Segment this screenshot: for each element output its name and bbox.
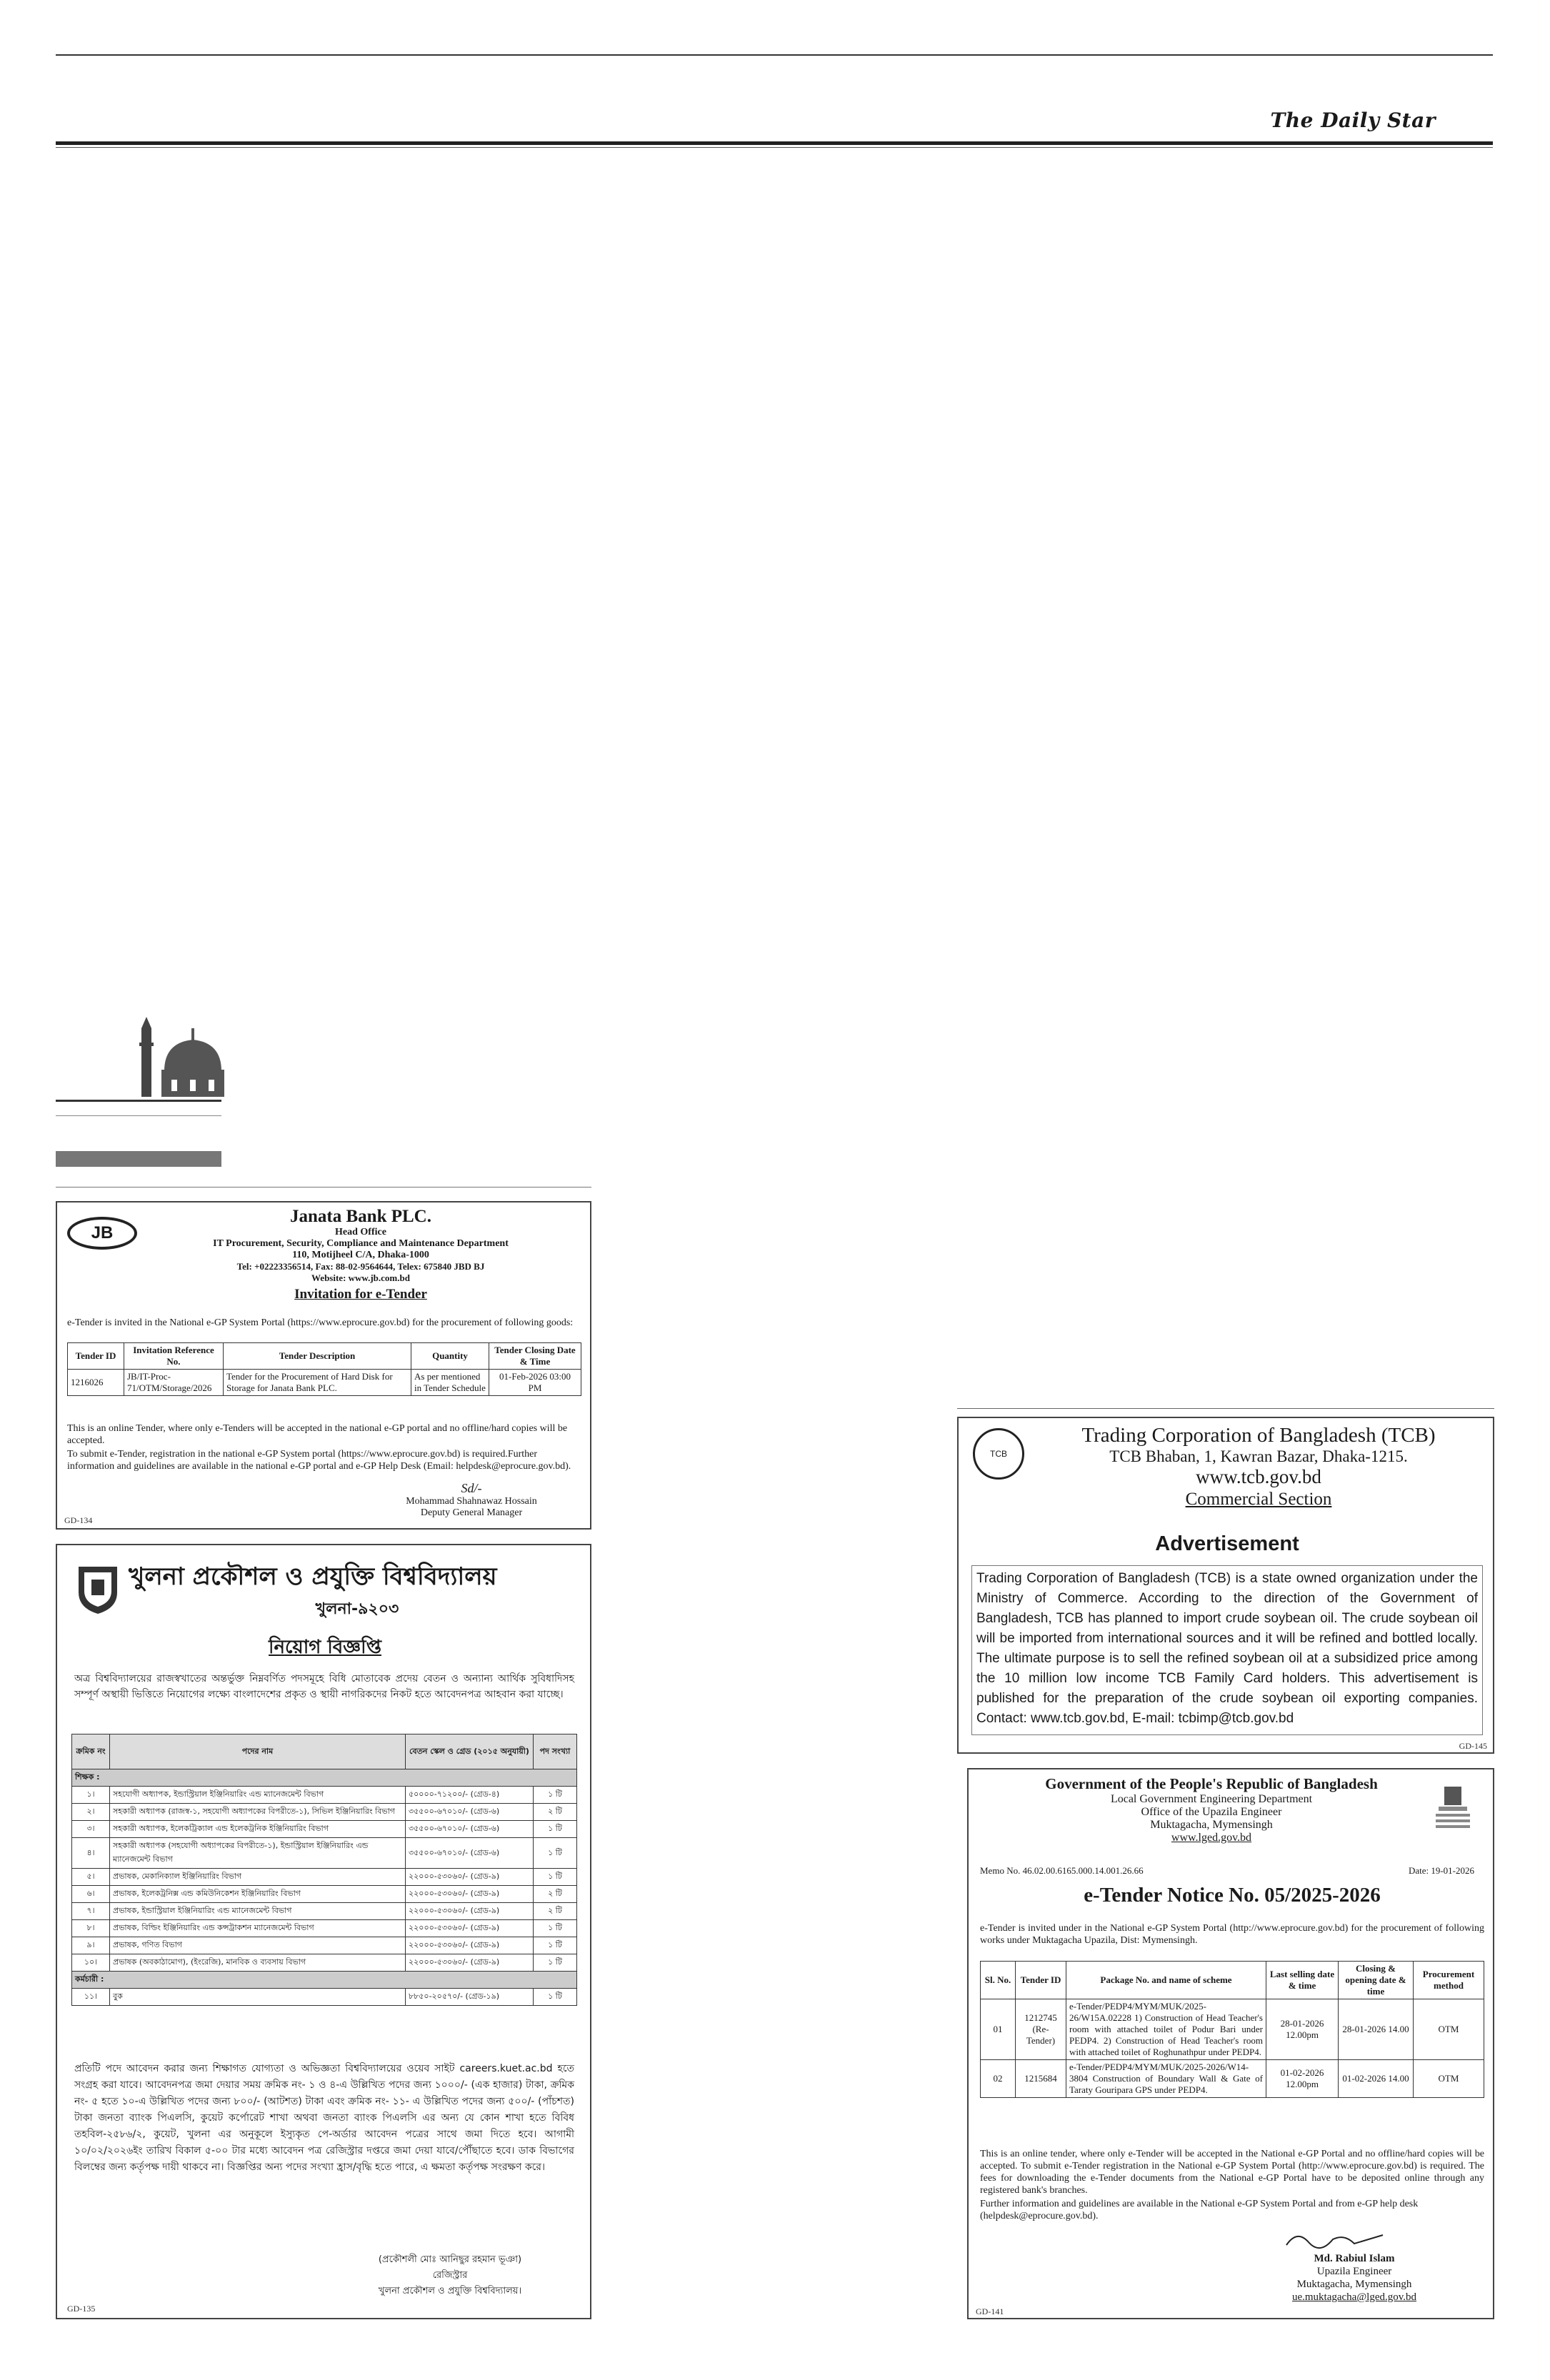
kuet-gd: GD-135 (67, 2304, 96, 2314)
table-header: Last selling date & time (1266, 1962, 1339, 1999)
table-cell: ২২০০০-৫৩০৬০/- (গ্রেড-৯) (406, 1920, 534, 1937)
table-cell: ২ টি (534, 1903, 577, 1920)
lged-signature-icon (1283, 2226, 1390, 2252)
janata-bank-ad (56, 1201, 591, 1530)
table-cell: প্রভাষক (অবকাঠামোগ), (ইংরেজি), মানবিক ও ব্যবসায় বিভাগ (110, 1954, 406, 1972)
table-cell: ২২০০০-৫৩০৬০/- (গ্রেড-৯) (406, 1903, 534, 1920)
table-row (72, 1821, 577, 1838)
kuet-body: প্রতিটি পদে আবেদন করার জন্য শিক্ষাগত যোগ্যতা ও অভিজ্ঞতা বিশ্ববিদ্যালয়ের ওয়েব সাইট careers.kuet.ac.bd হতে সংগ্রহ করা যাবে। আবেদনপত্র জমা দেয়ার সময় ক্রমিক নং- ১ ও ৪-এ উল্লিখিত পদের জন্য ১০০০/- (এক হাজার) টাকা, ক্রমিক নং- ৫ হতে ১০-এ উল্লিখিত পদের জন্য ৮০০/- (আটশত) টাকা এবং ক্রমিক নং- ১১- এ উল্লিখিত পদের জন্য ৫০০/- (পাঁচশত) টাকা জনতা ব্যাংক পিএলসি, কুয়েট কর্পোরেট শাখা অথবা জনতা ব্যাংক পিএলসি এর অন্য যে কোন শাখা হতে বিবিধ তহবিল-২৫৮৬/২, কুয়েট, খুলনা এর অনুকূলে ইস্যুকৃত পে-অর্ডার আবেদন পত্রের সাথে জমা দিতে হবে। আগামী ১০/০২/২০২৬ইং তারিখ বিকাল ৫-০০ টার মধ্যে আবেদন পত্র রেজিস্ট্রার দপ্তরে জমা দেয়া যাবে/পৌঁছাতে হবে। ডাক বিভাগের বিলম্বের জন্য কর্তৃপক্ষ দায়ী থাকবে না। বিজ্ঞপ্তির অন্য পদের সংখ্যা হ্রাস/বৃদ্ধি হতে পারে, এ ক্ষমতা কর্তৃপক্ষ সংরক্ষণ করে। (74, 2063, 574, 2173)
table-cell: ৩৫৫০০-৬৭০১০/- (গ্রেড-৬) (406, 1838, 534, 1869)
lged-note1: This is an online tender, where only e-Tender will be accepted in the National e-GP Portal and no offline/hard copies will be accepted. To submit e-Tender registration in the National e-GP System Portal (http://www.eprocure.gov.bd) is required. The fees for downloading the e-Tender documents from the National e-GP Portal have to be deposited online through any registered bank's branches. (980, 2149, 1484, 2196)
table-cell: 01-02-2026 12.00pm (1266, 2060, 1339, 2098)
janata-gd: GD-134 (64, 1515, 93, 1525)
right-column-rule (957, 1408, 1494, 1409)
table-cell: সহকারী অধ্যাপক (রাজস্ব-১, সহযোগী অধ্যাপকের বিপরীতে-১), সিভিল ইঞ্জিনিয়ারিং বিভাগ (110, 1804, 406, 1821)
kuet-table (71, 1734, 577, 2006)
table-header: Closing & opening date & time (1339, 1962, 1414, 1999)
lged-location2: Muktagacha, Mymensingh (1296, 2279, 1412, 2290)
table-header: Procurement method (1414, 1962, 1484, 1999)
table-cell: ২ টি (534, 1804, 577, 1821)
table-cell: ৮৮৫০-২০৫৭০/- (গ্রেড-১৯) (406, 1989, 534, 2006)
lged-email: ue.muktagacha@lged.gov.bd (1291, 2291, 1417, 2303)
table-header: Sl. No. (981, 1962, 1016, 1999)
table-header: Tender ID (68, 1343, 124, 1370)
table-cell: সহকারী অধ্যাপক, ইলেকট্রিক্যাল এন্ড ইলেকট্রনিক ইঞ্জিনিয়ারিং বিভাগ (110, 1821, 406, 1838)
mosque-icon (136, 1014, 229, 1100)
janata-signature: Sd/- (461, 1481, 482, 1495)
masthead-rule (56, 141, 1493, 145)
table-cell: 1212745 (Re-Tender) (1016, 1999, 1066, 2060)
table-header: Quantity (411, 1343, 489, 1370)
table-row (72, 1804, 577, 1821)
table-cell: ৫। (72, 1869, 110, 1886)
table-cell: OTM (1414, 1999, 1484, 2060)
janata-website: Website: www.jb.com.bd (311, 1272, 410, 1283)
janata-designation: Deputy General Manager (420, 1507, 523, 1518)
lged-website: www.lged.gov.bd (1171, 1832, 1252, 1844)
table-cell: ২২০০০-৫৩০৬০/- (গ্রেড-৯) (406, 1886, 534, 1903)
lged-heading: e-Tender Notice No. 05/2025-2026 (1084, 1884, 1381, 1907)
table-header: পদ সংখ্যা (534, 1734, 577, 1769)
kuet-signer: (প্রকৌশলী মোঃ আনিছুর রহমান ভূঞা) (378, 2254, 522, 2265)
table-cell: প্রভাষক, ইলেকট্রনিক্স এন্ড কমিউনিকেশন ইঞ্জিনিয়ারিং বিভাগ (110, 1886, 406, 1903)
table-header: Package No. and name of scheme (1066, 1962, 1266, 1999)
lged-office: Office of the Upazila Engineer (1141, 1806, 1282, 1818)
table-cell: 01 (981, 1999, 1016, 2060)
tender-closing: 01-Feb-2026 03:00 PM (489, 1370, 581, 1396)
table-cell: ২২০০০-৫৩০৬০/- (গ্রেড-৯) (406, 1937, 534, 1954)
table-cell: প্রভাষক, বিল্ডিং ইঞ্জিনিয়ারিং এন্ড কন্সট্রাকশন ম্যানেজমেন্ট বিভাগ (110, 1920, 406, 1937)
table-cell: e-Tender/PEDP4/MYM/MUK/2025-26/W15A.02228 1) Construction of Head Teacher's room with attached toilet of Podur Bari under PEDP4. 2) Construction of Head Teacher's room with attached toilet of Roghunathpur under PEDP4. (1066, 1999, 1266, 2060)
lged-gd: GD-141 (976, 2306, 1004, 2316)
table-cell: ৭। (72, 1903, 110, 1920)
tcb-gd: GD-145 (1459, 1741, 1487, 1751)
table-header: Invitation Reference No. (124, 1343, 224, 1370)
tender-desc: Tender for the Procurement of Hard Disk for Storage for Janata Bank PLC. (224, 1370, 411, 1396)
table-cell: ১ টি (534, 1920, 577, 1937)
table-row (72, 1920, 577, 1937)
kuet-ad (56, 1544, 591, 2319)
table-cell: ১ টি (534, 1821, 577, 1838)
lged-table (980, 1961, 1484, 2098)
table-header: ক্রমিক নং (72, 1734, 110, 1769)
table-cell: e-Tender/PEDP4/MYM/MUK/2025-2026/W14-3804 Construction of Boundary Wall & Gate of Taraty Gouripara GPS under PEDP4. (1066, 2060, 1266, 2098)
kuet-city: খুলনা-৯২০৩ (315, 1600, 399, 1618)
table-row (72, 1869, 577, 1886)
table-row (72, 1787, 577, 1804)
tcb-section: Commercial Section (1185, 1490, 1332, 1509)
section-rule (56, 1100, 221, 1102)
kuet-heading: নিয়োগ বিজ্ঞপ্তি (269, 1637, 381, 1658)
kuet-org: খুলনা প্রকৌশল ও প্রযুক্তি বিশ্ববিদ্যালয়। (378, 2286, 522, 2296)
table-cell: 02 (981, 2060, 1016, 2098)
table-cell: ৫০০০০-৭১২০০/- (গ্রেড-৪) (406, 1787, 534, 1804)
table-cell: ২। (72, 1804, 110, 1821)
tender-id: 1216026 (68, 1370, 124, 1396)
table-header: Tender Description (224, 1343, 411, 1370)
table-cell: 28-01-2026 12.00pm (1266, 1999, 1339, 2060)
table-cell: ২২০০০-৫৩০৬০/- (গ্রেড-৯) (406, 1869, 534, 1886)
tender-qty: As per mentioned in Tender Schedule (411, 1370, 489, 1396)
table-header: পদের নাম (110, 1734, 406, 1769)
janata-note2: To submit e-Tender, registration in the national e-GP System portal (https://www.eprocure.gov.bd) is required.Further information and guidelines are available in the national e-GP portal and e-GP Help Desk (Email: helpdesk@eprocure.gov.bd). (67, 1449, 571, 1472)
kuet-intro: অত্র বিশ্ববিদ্যালয়ের রাজস্বখাতের অন্তর্ভুক্ত নিম্নবর্ণিত পদসমূহে বিধি মোতাবেক প্রদেয় বেতন ও অন্যান্য আর্থিক সুবিধাদিসহ সম্পূর্ণ অস্থায়ী ভিত্তিতে নিয়োগের লক্ষ্যে বাংলাদেশের প্রকৃত ও স্থায়ী নাগরিকদের নিকট হতে আবেদনপত্র আহবান করা যাচ্ছে। (74, 1673, 574, 1700)
table-cell: ৮। (72, 1920, 110, 1937)
table-cell: ২২০০০-৫৩০৬০/- (গ্রেড-৯) (406, 1954, 534, 1972)
table-row (72, 1954, 577, 1972)
table-cell: ৯। (72, 1937, 110, 1954)
lged-note2: Further information and guidelines are available in the National e-GP System Portal and from e-GP help desk (helpdesk@eprocure.gov.bd). (980, 2199, 1419, 2221)
table-cell: 28-01-2026 14.00 (1339, 1999, 1414, 2060)
table-row (68, 1370, 581, 1396)
lged-location: Muktagacha, Mymensingh (1150, 1819, 1273, 1831)
table-row (72, 1903, 577, 1920)
table-row (72, 1937, 577, 1954)
lged-date: Date: 19-01-2026 (1408, 1865, 1474, 1876)
table-row (72, 1989, 577, 2006)
table-cell: ১ টি (534, 1787, 577, 1804)
column-rule (56, 1187, 591, 1188)
tcb-heading: Advertisement (1155, 1532, 1299, 1555)
table-cell: ১ টি (534, 1954, 577, 1972)
table-cell: ৩৫৫০০-৬৭০১০/- (গ্রেড-৬) (406, 1804, 534, 1821)
janata-office: Head Office (335, 1227, 386, 1237)
table-row (72, 1886, 577, 1903)
lged-designation: Upazila Engineer (1316, 2266, 1392, 2277)
table-cell: ১ টি (534, 1989, 577, 2006)
table-cell: প্রভাষক, ইন্ডাস্ট্রিয়াল ইঞ্জিনিয়ারিং এন্ড ম্যানেজমেন্ট বিভাগ (110, 1903, 406, 1920)
table-row (981, 2060, 1484, 2098)
janata-table (67, 1342, 581, 1396)
table-cell: ১০। (72, 1954, 110, 1972)
tcb-title: Trading Corporation of Bangladesh (TCB) (1081, 1424, 1436, 1447)
lged-intro: e-Tender is invited under in the National e-GP System Portal (http://www.eprocure.gov.bd) for the procurement of following works under Muktagacha Upazila, Dist: Mymensingh. (980, 1923, 1484, 1946)
table-cell: ২ টি (534, 1886, 577, 1903)
janata-bank-logo-icon: JB (67, 1217, 137, 1250)
table-header: Tender ID (1016, 1962, 1066, 1999)
tender-ref: JB/IT-Proc-71/OTM/Storage/2026 (124, 1370, 224, 1396)
table-header: Tender Closing Date & Time (489, 1343, 581, 1370)
section-staff: কর্মচারী : (72, 1972, 577, 1989)
table-cell: প্রভাষক, মেকানিক্যাল ইঞ্জিনিয়ারিং বিভাগ (110, 1869, 406, 1886)
table-cell: প্রভাষক, গণিত বিভাগ (110, 1937, 406, 1954)
daily-star-logo: The Daily Star (1270, 109, 1436, 132)
janata-department: IT Procurement, Security, Compliance and Maintenance Department (213, 1238, 509, 1249)
table-cell: ১ টি (534, 1869, 577, 1886)
lged-dept: Local Government Engineering Department (1110, 1793, 1313, 1805)
table-cell: ১ টি (534, 1937, 577, 1954)
tcb-website: www.tcb.gov.bd (1196, 1466, 1321, 1487)
table-cell: 1215684 (1016, 2060, 1066, 2098)
table-row (72, 1838, 577, 1869)
janata-note1: This is an online Tender, where only e-Tenders will be accepted in the national e-GP portal and no offline/hard copies will be accepted. (67, 1423, 568, 1446)
janata-signer: Mohammad Shahnawaz Hossain (406, 1496, 537, 1507)
lged-logo-icon (1431, 1784, 1474, 1834)
kuet-logo-icon (76, 1564, 120, 1615)
table-cell: ৪। (72, 1838, 110, 1869)
section-bar (56, 1151, 221, 1167)
janata-address: 110, Motijheel C/A, Dhaka-1000 (292, 1250, 429, 1260)
table-cell: ৩৫৫০০-৬৭০১০/- (গ্রেড-৬) (406, 1821, 534, 1838)
section-rule-thin (56, 1115, 221, 1116)
table-cell: 01-02-2026 14.00 (1339, 2060, 1414, 2098)
table-cell: ১। (72, 1787, 110, 1804)
table-cell: ৬। (72, 1886, 110, 1903)
table-cell: ৩। (72, 1821, 110, 1838)
tcb-body: Trading Corporation of Bangladesh (TCB) is a state owned organization under the Ministry of Commerce. According to the direction of the Government of Bangladesh, TCB has planned to import crude soybean oil. The crude soybean oil will be imported from international sources and it will be refined and bottled locally. The ultimate purpose is to sell the refined soybean oil at a subsidized price among the 10 million low income TCB Family Card holders. This advertisement is published for the preparation of the crude soybean oil exporting companies. Contact: www.tcb.gov.bd, E-mail: tcbimp@tcb.gov.bd (976, 1571, 1478, 1726)
tcb-body-box (971, 1565, 1483, 1735)
lged-memo: Memo No. 46.02.00.6165.000.14.001.26.66 (980, 1865, 1144, 1876)
section-teacher: শিক্ষক : (72, 1769, 577, 1787)
table-cell: সহকারী অধ্যাপক (সহযোগী অধ্যাপকের বিপরীতে-১), ইন্ডাস্ট্রিয়াল ইঞ্জিনিয়ারিং এন্ড ম্যানেজমেন্ট বিভাগ (110, 1838, 406, 1869)
table-cell: ১ টি (534, 1838, 577, 1869)
tcb-ad (957, 1417, 1494, 1754)
lged-ad (967, 1768, 1494, 2319)
lged-title: Government of the People's Republic of Bangladesh (1045, 1775, 1378, 1792)
janata-title: Janata Bank PLC. (290, 1207, 431, 1226)
table-cell: OTM (1414, 2060, 1484, 2098)
top-rule (56, 54, 1493, 56)
table-header: বেতন স্কেল ও গ্রেড (২০১৫ অনুযায়ী) (406, 1734, 534, 1769)
janata-heading: Invitation for e-Tender (294, 1287, 427, 1302)
tcb-address: TCB Bhaban, 1, Kawran Bazar, Dhaka-1215. (1109, 1447, 1408, 1465)
janata-contact: Tel: +02223356514, Fax: 88-02-9564644, Telex: 675840 JBD BJ (236, 1261, 485, 1272)
janata-intro: e-Tender is invited in the National e-GP System Portal (https://www.eprocure.gov.bd) for the procurement of following goods: (67, 1317, 574, 1328)
masthead-rule-thin (56, 147, 1493, 148)
tcb-logo-icon: TCB (973, 1428, 1024, 1480)
table-cell: ১১। (72, 1989, 110, 2006)
table-row (981, 1999, 1484, 2060)
kuet-designation: রেজিস্ট্রার (432, 2270, 468, 2281)
table-cell: বুক (110, 1989, 406, 2006)
table-cell: সহযোগী অধ্যাপক, ইন্ডাস্ট্রিয়াল ইঞ্জিনিয়ারিং এন্ড ম্যানেজমেন্ট বিভাগ (110, 1787, 406, 1804)
kuet-title: খুলনা প্রকৌশল ও প্রযুক্তি বিশ্ববিদ্যালয় (129, 1562, 497, 1591)
lged-signer: Md. Rabiul Islam (1314, 2253, 1395, 2264)
